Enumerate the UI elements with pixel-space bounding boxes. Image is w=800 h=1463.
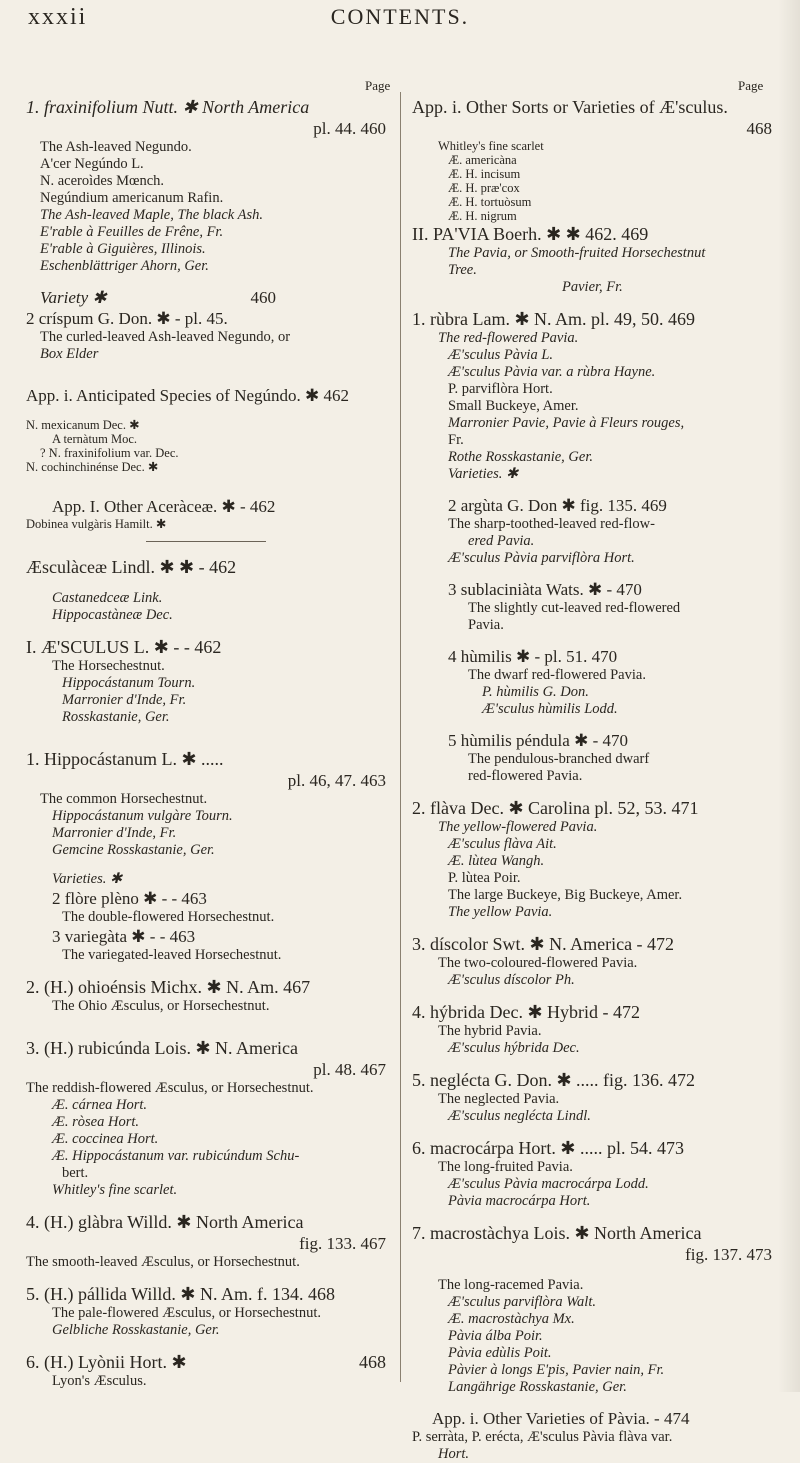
- common-name: The hybrid Pavia.: [438, 1023, 542, 1039]
- synonym: Negúndium americanum Rafin.: [40, 190, 224, 206]
- common-name: The Horsechestnut.: [52, 658, 165, 674]
- entry-heading: 2. (H.) ohioénsis Michx. ✱ N. Am. 467: [26, 977, 311, 997]
- common-name: The long-fruited Pavia.: [438, 1159, 573, 1175]
- entry-ref: pl. 48. 467: [313, 1060, 386, 1079]
- common-name: The smooth-leaved Æsculus, or Horsechestnut.: [26, 1254, 300, 1270]
- common-name: The sharp-toothed-leaved red-flow-: [448, 516, 655, 532]
- common-name: red-flowered Pavia.: [468, 768, 583, 784]
- variety-entry: 2 flòre plèno ✱ - - 463: [52, 889, 207, 908]
- page-edge-shadow: [778, 0, 800, 1392]
- synonym: Pàvia macrocárpa Hort.: [448, 1193, 591, 1209]
- synonym: Æ'sculus Pàvia var. a rùbra Hayne.: [448, 364, 656, 380]
- entry-heading: 1. rùbra Lam. ✱ N. Am. pl. 49, 50. 469: [412, 309, 696, 329]
- foreign-name: Marronier d'Inde, Fr.: [52, 825, 177, 841]
- spacer: [412, 483, 772, 495]
- variety-name: Æ. H. præ'cox: [448, 181, 520, 195]
- spacer: [412, 1125, 772, 1137]
- genus-heading: I. Æ'SCULUS L. ✱ - - 462: [26, 637, 222, 657]
- synonym: Castanedceæ Link.: [52, 590, 163, 606]
- entry-heading: 1. Hippocástanum L. ✱ .....: [26, 749, 224, 769]
- synonym: A'cer Negúndo L.: [40, 156, 144, 172]
- variety-entry: 3 variegàta ✱ - - 463: [52, 927, 196, 946]
- common-name: The two-coloured-flowered Pavia.: [438, 955, 638, 971]
- variety-name: Æ. americàna: [448, 153, 517, 167]
- common-name: The slightly cut-leaved red-flowered: [468, 600, 681, 616]
- foreign-name: Pavier, Fr.: [562, 279, 623, 295]
- variety-entry: 5 hùmilis péndula ✱ - 470: [448, 731, 628, 750]
- common-name: Whitley's fine scarlet.: [52, 1182, 178, 1198]
- spacer: [26, 1271, 386, 1283]
- entry-heading: 6. (H.) Lyònii Hort. ✱: [26, 1352, 187, 1372]
- synonym: Æ'sculus Pàvia parviflòra Hort.: [448, 550, 635, 566]
- entry-heading: 4. (H.) glàbra Willd. ✱ North America: [26, 1212, 304, 1232]
- entry-heading: 7. macrostàchya Lois. ✱ North America: [412, 1223, 702, 1243]
- synonym: Æ'sculus hùmilis Lodd.: [482, 701, 618, 717]
- common-name: The pale-flowered Æsculus, or Horsechestnut.: [52, 1305, 321, 1321]
- synonym: Pàvia álba Poir.: [448, 1328, 543, 1344]
- variety-name: Æ. H. incisum: [448, 167, 521, 181]
- foreign-name: Fr.: [448, 432, 464, 448]
- common-name: Box Elder: [40, 346, 99, 362]
- common-name: The reddish-flowered Æsculus, or Horsechestnut.: [26, 1080, 314, 1096]
- synonym: Dobinea vulgàris Hamilt. ✱: [26, 517, 167, 531]
- synonym: P. parviflòra Hort.: [448, 381, 553, 397]
- synonym: Hippocastàneæ Dec.: [52, 607, 173, 623]
- page-column-label: Page: [365, 78, 391, 93]
- spacer: [412, 296, 772, 308]
- spacer: [412, 1210, 772, 1222]
- spacer: [26, 1015, 386, 1037]
- page-column-label: Page: [738, 78, 764, 93]
- spacer: [26, 624, 386, 636]
- spacer: [26, 363, 386, 385]
- variety-heading: [26, 287, 386, 308]
- variety-name: Æ. H. nigrum: [448, 209, 517, 223]
- synonym: Æ'sculus flàva Ait.: [448, 836, 557, 852]
- foreign-name: Eschenblättriger Ahorn, Ger.: [40, 258, 209, 274]
- entry-ref: pl. 46, 47. 463: [287, 771, 386, 790]
- right-column: [412, 96, 772, 1463]
- common-name: The Ash-leaved Negundo.: [40, 139, 192, 155]
- entry-heading: 5. neglécta G. Don. ✱ ..... fig. 136. 472: [412, 1070, 696, 1090]
- appendix-heading: App. I. Other Aceràceæ. ✱ - 462: [52, 497, 276, 516]
- common-name: The neglected Pavia.: [438, 1091, 560, 1107]
- foreign-name: Rosskastanie, Ger.: [62, 709, 170, 725]
- foreign-name: E'rable à Feuilles de Frêne, Fr.: [40, 224, 224, 240]
- variety-entry: 2 argùta G. Don ✱ fig. 135. 469: [448, 496, 667, 515]
- page-title: CONTENTS.: [330, 4, 470, 29]
- common-name: The Ohio Æsculus, or Horsechestnut.: [52, 998, 270, 1014]
- synonym: A ternàtum Moc.: [52, 432, 138, 446]
- synonym: N. cochinchinénse Dec. ✱: [26, 460, 159, 474]
- entry-ref: fig. 137. 473: [685, 1245, 772, 1264]
- foreign-name: Gemcine Rosskastanie, Ger.: [52, 842, 215, 858]
- entry-row: [26, 1351, 386, 1373]
- spacer: [26, 1199, 386, 1211]
- appendix-heading: App. i. Other Varieties of Pàvia. - 474: [432, 1409, 690, 1428]
- variety-name: Æ. H. tortuòsum: [448, 195, 532, 209]
- common-name: The yellow-flowered Pavia.: [438, 819, 598, 835]
- common-name: The double-flowered Horsechestnut.: [62, 909, 275, 925]
- synonym: bert.: [62, 1165, 89, 1181]
- variety-label: Variety ✱: [40, 288, 107, 307]
- synonym: Hippocástanum Tourn.: [62, 675, 196, 691]
- entry-heading: 2. flàva Dec. ✱ Carolina pl. 52, 53. 471: [412, 798, 699, 818]
- synonym: P. lùtea Poir.: [448, 870, 521, 886]
- family-heading: Æsculàceæ Lindl. ✱ ✱ - 462: [26, 557, 237, 577]
- synonym: P. hùmilis G. Don.: [482, 684, 589, 700]
- spacer: [26, 726, 386, 748]
- spacer: [26, 275, 386, 287]
- entry-heading: 3. díscolor Swt. ✱ N. America - 472: [412, 934, 675, 954]
- common-name: The dwarf red-flowered Pavia.: [468, 667, 646, 683]
- section-rule: [146, 541, 266, 542]
- synonym: Pàvia edùlis Poit.: [448, 1345, 552, 1361]
- synonym: Æ. cárnea Hort.: [52, 1097, 148, 1113]
- synonym: Æ'sculus hýbrida Dec.: [448, 1040, 580, 1056]
- foreign-name: Marronier d'Inde, Fr.: [62, 692, 187, 708]
- common-name: The large Buckeye, Big Buckeye, Amer.: [448, 887, 683, 903]
- common-name: Tree.: [448, 262, 477, 278]
- synonym: Æ'sculus Pàvia macrocárpa Lodd.: [448, 1176, 649, 1192]
- spacer: [26, 474, 386, 496]
- appendix-heading: App. i. Anticipated Species of Negúndo. ✱ 462: [26, 386, 350, 405]
- appendix-heading: App. i. Other Sorts or Varieties of Æ'sculus.: [412, 97, 728, 117]
- page-ref: 460: [250, 288, 276, 307]
- spacer: [412, 785, 772, 797]
- entry-ref: pl. 44. 460: [313, 119, 386, 138]
- spacer: [412, 567, 772, 579]
- entry-heading: 2 críspum G. Don. ✱ - pl. 45.: [26, 309, 228, 328]
- page-number: xxxii: [28, 4, 88, 30]
- spacer: [26, 964, 386, 976]
- spacer: [412, 718, 772, 730]
- entry-ref: fig. 133. 467: [299, 1234, 386, 1253]
- common-name: The pendulous-branched dwarf: [468, 751, 650, 767]
- common-name: The red-flowered Pavia.: [438, 330, 579, 346]
- entry-heading: 6. macrocárpa Hort. ✱ ..... pl. 54. 473: [412, 1138, 685, 1158]
- synonym: Æ. Hippocástanum var. rubicúndum Schu-: [52, 1148, 300, 1164]
- common-name: The Ash-leaved Maple, The black Ash.: [40, 207, 263, 223]
- common-name: The curled-leaved Ash-leaved Negundo, or: [40, 329, 291, 345]
- synonym: Æ'sculus Pàvia L.: [448, 347, 554, 363]
- common-name: ered Pavia.: [468, 533, 535, 549]
- spacer: [412, 634, 772, 646]
- entry-heading: 3. (H.) rubicúnda Lois. ✱ N. America: [26, 1038, 299, 1058]
- variety-name: Whitley's fine scarlet: [438, 139, 544, 153]
- synonym: N. mexicanum Dec. ✱: [26, 418, 140, 432]
- spacer: [26, 578, 386, 590]
- spacer: [26, 859, 386, 871]
- synonym: Æ. lùtea Wangh.: [448, 853, 545, 869]
- left-column: [26, 96, 386, 1390]
- synonym: Hort.: [438, 1446, 470, 1462]
- synonym: Æ'sculus díscolor Ph.: [448, 972, 575, 988]
- variety-entry: 3 sublaciniàta Wats. ✱ - 470: [448, 580, 642, 599]
- synonym: Æ'sculus parviflòra Walt.: [448, 1294, 596, 1310]
- synonym: Æ'sculus neglécta Lindl.: [448, 1108, 591, 1124]
- common-name: Pavia.: [468, 617, 504, 633]
- synonym: N. aceroìdes Mœnch.: [40, 173, 165, 189]
- page-ref: 468: [359, 1352, 386, 1372]
- common-name: The common Horsechestnut.: [40, 791, 208, 807]
- spacer: [412, 1265, 772, 1277]
- page-ref: 468: [746, 119, 772, 138]
- synonym: ? N. fraxinifolium var. Dec.: [40, 446, 179, 460]
- synonym: Æ. coccinea Hort.: [52, 1131, 159, 1147]
- genus-heading: II. PA'VIA Boerh. ✱ ✱ 462. 469: [412, 224, 649, 244]
- spacer: [412, 1057, 772, 1069]
- entry-heading: 4. hýbrida Dec. ✱ Hybrid - 472: [412, 1002, 641, 1022]
- spacer: [26, 1339, 386, 1351]
- foreign-name: Rothe Rosskastanie, Ger.: [448, 449, 593, 465]
- spacer: [412, 921, 772, 933]
- common-name: The yellow Pavia.: [448, 904, 553, 920]
- column-divider: [400, 92, 401, 1382]
- foreign-name: Marronier Pavie, Pavie à Fleurs rouges,: [448, 415, 685, 431]
- foreign-name: Langährige Rosskastanie, Ger.: [448, 1379, 627, 1395]
- common-name: Lyon's Æsculus.: [52, 1373, 147, 1389]
- common-name: Small Buckeye, Amer.: [448, 398, 579, 414]
- common-name: The variegated-leaved Horsechestnut.: [62, 947, 282, 963]
- common-name: The long-racemed Pavia.: [438, 1277, 584, 1293]
- spacer: [412, 1396, 772, 1408]
- synonym: Æ. ròsea Hort.: [52, 1114, 140, 1130]
- variety-entry: 4 hùmilis ✱ - pl. 51. 470: [448, 647, 618, 666]
- entry-heading: 1. fraxinifolium Nutt. ✱ North America: [26, 97, 310, 117]
- foreign-name: Pàvier à longs E'pis, Pavier nain, Fr.: [448, 1362, 665, 1378]
- foreign-name: E'rable à Giguières, Illinois.: [40, 241, 206, 257]
- common-name: The Pavia, or Smooth-fruited Horsechestnut: [448, 245, 706, 261]
- variety-label: Varieties. ✱: [52, 871, 123, 887]
- spacer: [26, 406, 386, 418]
- synonym: P. serràta, P. erécta, Æ'sculus Pàvia flàva var.: [412, 1429, 673, 1445]
- synonym: Hippocástanum vulgàre Tourn.: [52, 808, 233, 824]
- spacer: [412, 989, 772, 1001]
- variety-label: Varieties. ✱: [448, 466, 519, 482]
- synonym: Æ. macrostàchya Mx.: [448, 1311, 575, 1327]
- foreign-name: Gelbliche Rosskastanie, Ger.: [52, 1322, 220, 1338]
- entry-heading: 5. (H.) pállida Willd. ✱ N. Am. f. 134. 468: [26, 1284, 335, 1304]
